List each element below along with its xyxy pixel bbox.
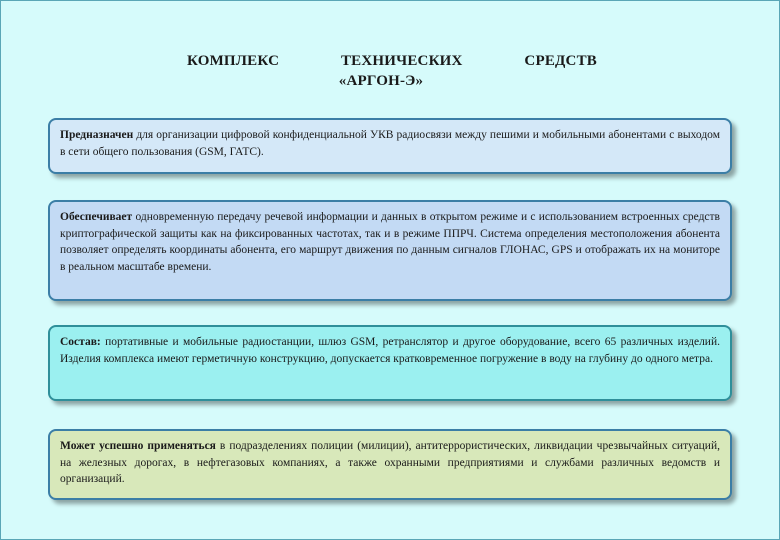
composition-block	[48, 325, 732, 401]
title-word-1: КОМПЛЕКС	[187, 53, 280, 69]
composition-text: портативные и мобильные радиостанции, шлюз GSM, ретранслятор и другое оборудование, всего 65 различных изделий. Изделия комплекса имеют герметичную конструкцию, допускается кратковременное погружение в воду на глубину до одного метра.	[60, 336, 720, 365]
purpose-text: для организации цифровой конфиденциальной УКВ радиосвязи между пешими и мобильными абонентами с выходом в сети общего пользования (GSM, ГАТС).	[60, 129, 720, 158]
application-block	[48, 429, 732, 500]
title-word-3: СРЕДСТВ	[524, 53, 597, 69]
composition-lead: Состав:	[60, 336, 101, 348]
application-text: в подразделениях полиции (милиции), антитеррористических, ликвидации чрезвычайных ситуаций, на железных дорогах, в нефтегазовых компаниях, а также охранными предприятиями и службами различных ведомств и организаций.	[60, 440, 720, 486]
title-product-name: «АРГОН-Э»	[338, 73, 424, 89]
application-lead: Может успешно применяться	[60, 440, 216, 452]
title-word-2: ТЕХНИЧЕСКИХ	[340, 53, 463, 69]
page-title	[187, 51, 597, 91]
capabilities-text: одновременную передачу речевой информации и данных в открытом режиме и с использованием встроенных средств криптографической защиты как на фиксированных частотах, так и в режиме ППРЧ. Система определения местоположения абонента позволяет определять координаты абонента, его маршрут движения по данным сигналов ГЛОНАС, GPS и отображать их на мониторе в реальном масштабе времени.	[60, 211, 720, 273]
capabilities-lead: Обеспечивает	[60, 211, 133, 223]
purpose-block	[48, 118, 732, 174]
capabilities-block	[48, 200, 732, 301]
purpose-lead: Предназначен	[60, 129, 134, 141]
